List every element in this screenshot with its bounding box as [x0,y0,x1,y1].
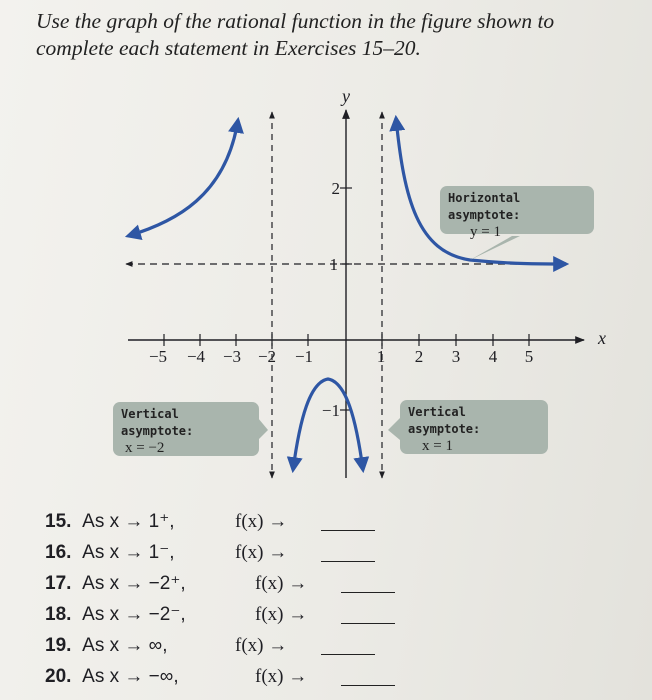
x-tick-label: 3 [451,347,461,366]
callout-equation: x = −2 [125,440,165,456]
x-tick-label: −3 [222,347,242,366]
exercise-fx: f(x) → [235,635,288,656]
callout-pointer-left [258,418,268,440]
x-tick-label: −5 [148,347,168,366]
exercise-item [45,603,308,627]
y-tick-label: 1 [329,255,338,274]
exercise-fx: f(x) → [255,573,308,594]
answer-blank[interactable] [341,609,395,624]
answer-blank[interactable] [341,578,395,593]
y-tick-label: −1 [321,401,340,420]
exercise-number: 17. [45,573,72,594]
answer-blank[interactable] [321,547,375,562]
x-tick-label: 2 [414,347,424,366]
exercise-number: 15. [45,511,72,532]
exercise-fx: f(x) → [235,542,288,563]
exercise-fx: f(x) → [235,511,288,532]
vertical-asymptote-left-callout [113,402,259,456]
x-tick-label: 5 [524,347,534,366]
x-tick-label: −4 [186,347,206,366]
exercise-fx: f(x) → [255,666,308,687]
exercise-limit: As x → 1⁻, [82,542,175,563]
x-tick-label: 4 [488,347,498,366]
y-tick-label: 2 [331,179,340,198]
horizontal-asymptote-callout [440,186,594,240]
vertical-asymptote-right-callout [400,400,548,454]
x-tick-label: −2 [257,347,277,366]
exercise-number: 16. [45,542,72,563]
callout-title: Vertical asymptote: [408,405,481,436]
answer-blank[interactable] [321,640,375,655]
callout-equation: x = 1 [422,438,453,454]
exercise-limit: As x → ∞, [82,635,168,656]
callout-pointer-right [388,418,400,440]
curve-middle-branch [293,379,363,470]
exercise-fx: f(x) → [255,604,308,625]
exercise-limit: As x → 1⁺, [82,511,175,532]
callout-equation: y = 1 [470,224,501,240]
x-tick-label: −1 [294,347,314,366]
exercise-item [45,665,308,689]
title-line-1: Use the graph of the rational function in the figure shown to [36,9,555,33]
answer-blank[interactable] [341,671,395,686]
exercise-limit: As x → −2⁺, [82,573,186,594]
exercise-number: 18. [45,604,72,625]
x-axis-label: x [598,328,606,348]
curve-left-branch [128,120,238,236]
answer-blank[interactable] [321,516,375,531]
title-line-2: complete each statement in Exercises 15–20. [36,36,421,60]
x-tick-label: 1 [376,347,386,366]
exercise-number: 20. [45,666,72,687]
exercise-number: 19. [45,635,72,656]
exercise-item [45,634,288,658]
y-axis-label: y [342,86,350,106]
exercise-item [45,510,288,534]
exercise-limit: As x → −∞, [82,666,179,687]
exercise-item [45,541,288,565]
callout-title: Vertical asymptote: [121,407,194,438]
exercise-limit: As x → −2⁻, [82,604,186,625]
callout-title: Horizontal asymptote: [448,191,521,222]
exercise-item [45,572,308,596]
